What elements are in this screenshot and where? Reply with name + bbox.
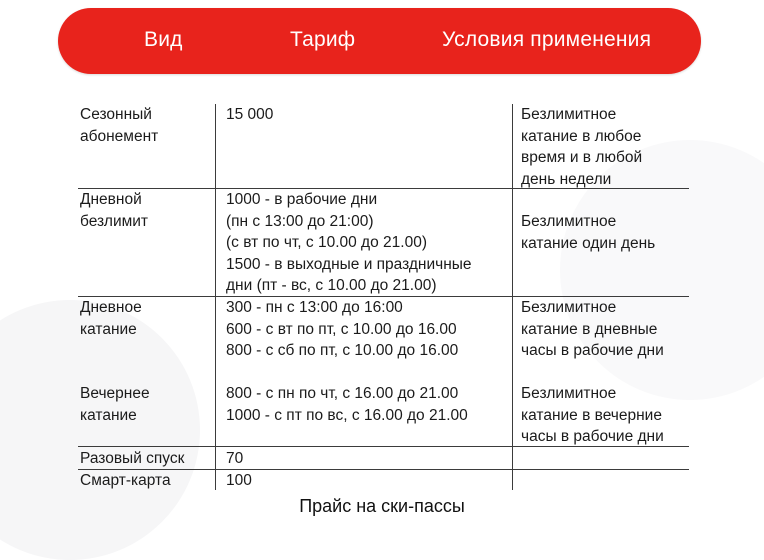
header-type: Вид bbox=[144, 28, 183, 51]
cell-price: 800 - с пн по чт, с 16.00 до 21.00 1000 - с пт по вс, с 16.00 до 21.00 bbox=[226, 385, 468, 424]
column-divider bbox=[215, 104, 216, 490]
cell-terms: Безлимитное катание один день bbox=[521, 213, 656, 252]
cell-type: Смарт-карта bbox=[80, 472, 171, 489]
cell-type: Сезонный абонемент bbox=[80, 106, 159, 145]
cell-type: Разовый спуск bbox=[80, 450, 185, 467]
cell-type: Дневной безлимит bbox=[80, 191, 149, 230]
cell-type: Вечернее катание bbox=[80, 385, 150, 424]
table-row bbox=[80, 470, 171, 492]
table-row bbox=[80, 189, 148, 232]
cell-price: 100 bbox=[226, 472, 252, 489]
cell-terms: Безлимитное катание в вечерние часы в рабочие дни bbox=[521, 385, 664, 445]
header-price: Тариф bbox=[290, 28, 356, 51]
cell-terms: Безлимитное катание в дневные часы в рабочие дни bbox=[521, 299, 664, 359]
cell-price: 1000 - в рабочие дни (пн с 13:00 до 21:00) (с вт по чт, с 10.00 до 21.00) 1500 - в выходные и праздничные дни (пт - вс, с 10.00 до 21.00) bbox=[226, 191, 472, 294]
table-row bbox=[80, 104, 158, 147]
table-row bbox=[80, 383, 150, 426]
cell-terms: Безлимитное катание в любое время и в любой день недели bbox=[521, 106, 643, 188]
table-caption: Прайс на ски-пассы bbox=[299, 496, 465, 516]
table-row bbox=[80, 297, 142, 340]
cell-price: 300 - пн с 13:00 до 16:00 600 - с вт по пт, с 10.00 до 16.00 800 - с сб по пт, с 10.00 до 16.00 bbox=[226, 299, 459, 359]
cell-type: Дневное катание bbox=[80, 299, 142, 338]
cell-price: 70 bbox=[226, 450, 244, 467]
table-row bbox=[80, 448, 184, 470]
cell-price: 15 000 bbox=[226, 106, 274, 123]
table-header-bar bbox=[58, 8, 701, 74]
column-divider bbox=[512, 104, 513, 490]
header-terms: Условия применения bbox=[442, 28, 652, 51]
